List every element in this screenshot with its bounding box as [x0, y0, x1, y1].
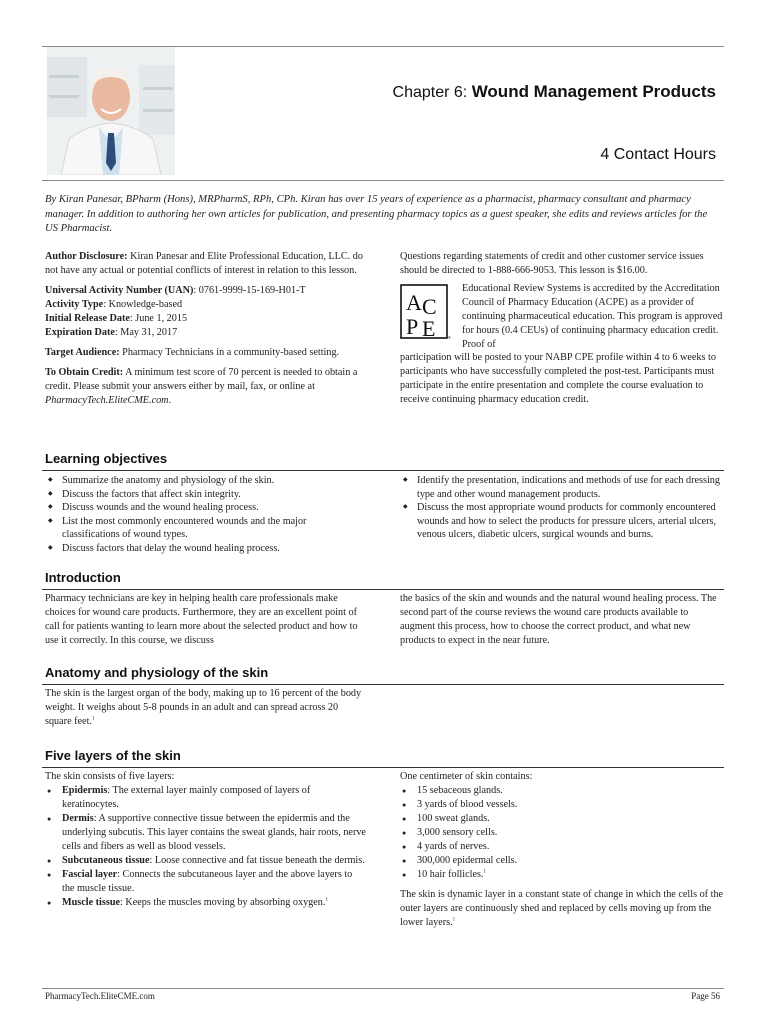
layers-list — [45, 784, 367, 910]
activity-type: Activity Type: Knowledge-based — [45, 299, 183, 310]
anatomy-rule — [42, 684, 724, 685]
list-item: ● Subcutaneous tissue: Loose connective and fat tissue beneath the dermis. — [45, 854, 367, 868]
five-layers-rule — [42, 767, 724, 768]
list-item: ● 4 yards of nerves. — [400, 840, 725, 854]
chapter-title — [393, 82, 716, 102]
svg-text:C: C — [422, 294, 437, 319]
header-rule — [42, 180, 724, 181]
contact-hours: 4 Contact Hours — [600, 146, 716, 163]
anatomy-text: The skin is the largest organ of the body, making up to 16 percent of the body weight. It weighs about 5-8 pounds in an adult and can spread across 20 square feet.$^1$ — [45, 688, 362, 727]
questions-text: Questions regarding statements of credit and other customer service issues should be directed to 1-888-666-9053. This lesson is $16.00. — [400, 251, 704, 276]
uan: Universal Activity Number (UAN): 0761-9999-15-169-H01-T — [45, 285, 306, 296]
cm-list — [400, 784, 725, 882]
introduction-text-right: the basics of the skin and wounds and the natural wound healing process. The second part of the course reviews the wound care products available to augment this process, how to choose the correct product, and what new products to expect in the near future. — [400, 593, 717, 646]
target-audience: Target Audience: Pharmacy Technicians in a community-based setting. — [45, 347, 340, 358]
list-item: ● Epidermis: The external layer mainly composed of layers of keratinocytes. — [45, 784, 367, 812]
anatomy-heading: Anatomy and physiology of the skin — [45, 665, 269, 680]
list-item: ◆ Discuss wounds and the wound healing process. — [45, 501, 365, 515]
svg-text:E: E — [422, 316, 436, 340]
author-disclosure: Author Disclosure: Kiran Panesar and Elite Professional Education, LLC. do not have any actual or potential conflicts of interest in relation to this lesson. — [45, 251, 363, 276]
list-item: ● Fascial layer: Connects the subcutaneous layer and the above layers to the muscle tissue. — [45, 868, 367, 896]
learning-objectives-heading: Learning objectives — [45, 451, 168, 466]
list-item: ● 3 yards of blood vessels. — [400, 798, 725, 812]
objectives-list-right — [400, 474, 725, 542]
credit-site-link[interactable]: PharmacyTech.EliteCME.com — [45, 395, 169, 406]
list-item: ◆ Discuss factors that delay the wound healing process. — [45, 542, 365, 556]
expiration-date: Expiration Date: May 31, 2017 — [45, 327, 178, 338]
author-bio: By Kiran Panesar, BPharm (Hons), MRPharmS, RPh, CPh. Kiran has over 15 years of experience as a pharmacist, pharmacy consultant and pharmacy manager. In addition to authoring her own articles for publication, and presenting pharmacy topics as a guest speaker, she edits and reviews articles for the US Pharmacist. — [45, 194, 708, 234]
list-item: ● 3,000 sensory cells. — [400, 826, 725, 840]
introduction-heading: Introduction — [45, 570, 121, 585]
list-item: ◆ List the most commonly encountered wounds and the major classifications of wound types. — [45, 515, 365, 542]
list-item: ● 10 hair follicles.$^1$ — [400, 868, 725, 882]
svg-text:P: P — [406, 314, 419, 339]
five-layers-right — [400, 770, 725, 930]
introduction-rule — [42, 589, 724, 590]
list-item: ● Muscle tissue: Keeps the muscles moving by absorbing oxygen.$^1$ — [45, 896, 367, 910]
author-photo — [47, 47, 175, 175]
chapter-name: Wound Management Products — [471, 82, 716, 101]
list-item: ● Dermis: A supportive connective tissue between the epidermis and the underlying subcutis. This layer contains the sweat glands, hair roots, nerve cells and fibers as well as blood vessels. — [45, 812, 367, 854]
list-item: ● 100 sweat glands. — [400, 812, 725, 826]
cm-intro: One centimeter of skin contains: — [400, 771, 533, 782]
dynamic-text: The skin is dynamic layer in a constant state of change in which the cells of the outer layers are continuously shed and replaced by cells moving up from the lower layers.$^1$ — [400, 889, 724, 928]
footer-page-number: Page 56 — [691, 991, 720, 1001]
objectives-list-left — [45, 474, 365, 555]
list-item: ◆ Summarize the anatomy and physiology of the skin. — [45, 474, 365, 488]
svg-text:®: ® — [448, 335, 451, 340]
release-date: Initial Release Date: June 1, 2015 — [45, 313, 188, 324]
list-item: ◆ Discuss the most appropriate wound products for commonly encountered wounds and how to select the products for pressure ulcers, arterial ulcers, venous ulcers, diabetic ulcers, surgical wounds and burns. — [400, 501, 725, 542]
course-info — [45, 250, 365, 408]
list-item: ● 15 sebaceous glands. — [400, 784, 725, 798]
svg-text:A: A — [406, 290, 422, 315]
learning-objectives-rule — [42, 470, 724, 471]
acpe-text-continued: participation will be posted to your NABP CPE profile within 4 to 6 weeks to participants who have successfully completed the post-test. Participants must participate in the entire presentation and complete the course evaluation to receive continuing pharmacy education credit. — [400, 352, 716, 405]
acpe-text: Educational Review Systems is accredited by the Accreditation Council of Pharmacy Education (ACPE) as a provider of continuing pharmaceutical education. This program is approved for hours (0.4 CEUs) of continuing pharmacy education credit. Proof of — [462, 283, 723, 350]
layers-intro: The skin consists of five layers: — [45, 771, 175, 782]
footer-rule — [42, 988, 724, 989]
acpe-logo — [400, 284, 452, 340]
list-item: ◆ Identify the presentation, indications and methods of use for each dressing type and other wound management products. — [400, 474, 725, 501]
obtain-credit: To Obtain Credit: A minimum test score of 70 percent is needed to obtain a credit. Please submit your answers either by mail, fax, or online at PharmacyTech.EliteCME.com. — [45, 367, 358, 406]
five-layers-heading: Five layers of the skin — [45, 748, 181, 763]
chapter-prefix: Chapter 6: — [392, 84, 472, 101]
list-item: ◆ Discuss the factors that affect skin integrity. — [45, 488, 365, 502]
list-item: ● 300,000 epidermal cells. — [400, 854, 725, 868]
five-layers-left — [45, 770, 367, 910]
footer-site: PharmacyTech.EliteCME.com — [45, 991, 155, 1001]
introduction-text-left: Pharmacy technicians are key in helping health care professionals make choices for wound care products. Furthermore, they are an excellent point of call for patients wanting to learn more about the selected product and how to use it correctly. In this course, we discuss — [45, 593, 358, 646]
